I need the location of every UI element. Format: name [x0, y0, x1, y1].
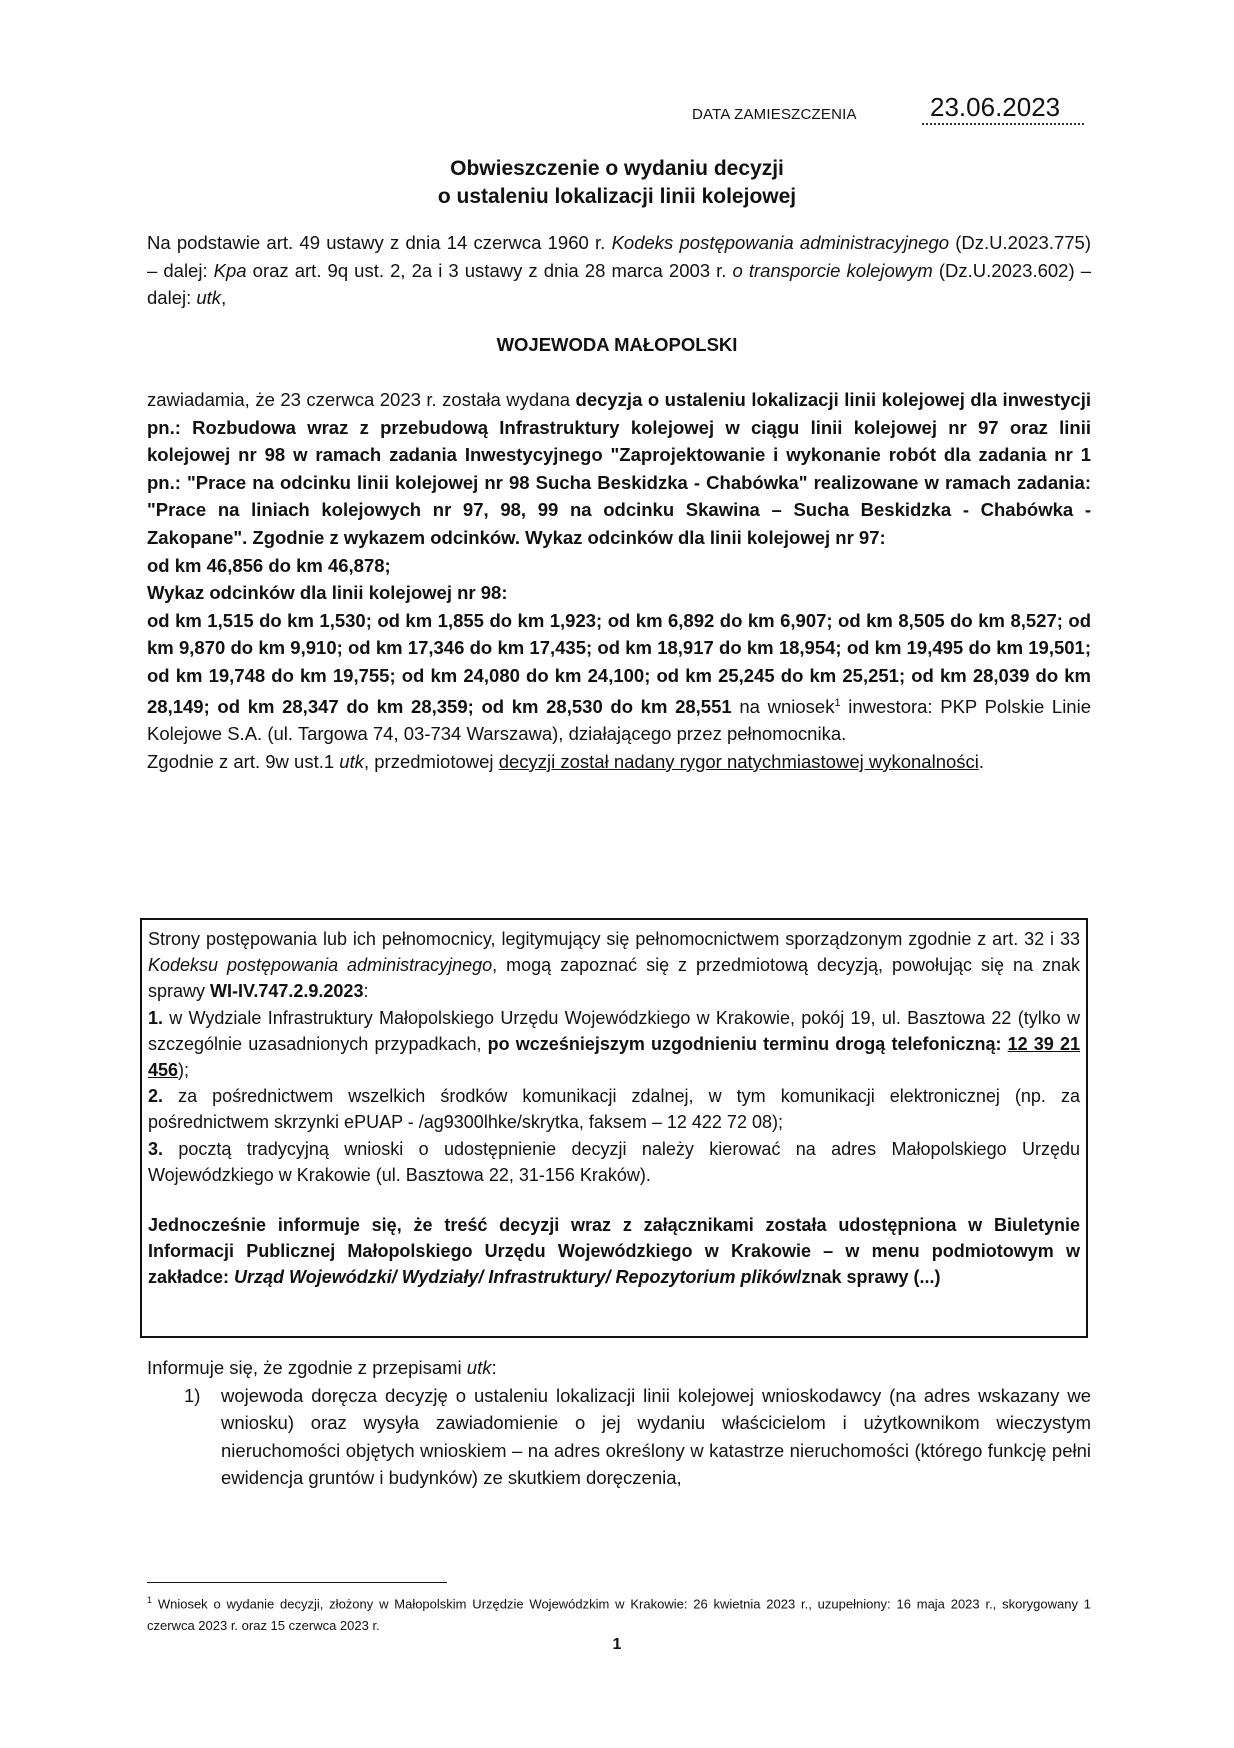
text-run: Zgodnie z art. 9w ust.1 [147, 750, 340, 772]
access-info-box [140, 918, 1088, 1338]
text-run: , przedmiotowej [363, 750, 499, 772]
text-run: Informuje się, że zgodnie z przepisami [147, 1357, 467, 1378]
dotted-fill-line [922, 123, 1084, 125]
text-run: , mogą zapoznać się z przedmiotową decyzją, powołując się na znak sprawy [148, 955, 1080, 1002]
text-run: : [491, 1357, 497, 1378]
list-item [184, 1382, 1091, 1492]
text-run-italic: utk [339, 750, 364, 772]
text-run-italic: Kpa [213, 259, 247, 281]
box-item-3 [148, 1136, 1080, 1188]
info-paragraph [147, 1354, 1091, 1382]
text-run-bold: Jednocześnie informuje się, że treść decyzji wraz z załącznikami została udostępniona w Biuletynie Informacji Publicznej Małopolskiego Urzędu Wojewódzkiego w Krakowie – w menu podmiotowym w zakładce: [148, 1215, 1080, 1288]
text-run: oraz art. 9q ust. 2, 2a i 3 ustawy z dnia 28 marca 2003 r. [246, 259, 733, 281]
text-run: pocztą tradycyjną wnioski o udostępnienie decyzji należy kierować na adres Małopolskiego Urzędu Wojewódzkiego w Krakowie (ul. Basztowa 22, 31-156 Kraków). [148, 1138, 1080, 1185]
text-run-underline: decyzji został nadany rygor natychmiastowej wykonalności [498, 750, 979, 772]
text-run-italic: Kodeksu postępowania administracyjnego [148, 955, 493, 976]
list-item-number: 1) [184, 1385, 201, 1406]
phone-number: 12 39 21 456 [148, 1033, 1080, 1081]
text-run-italic: utk [196, 287, 222, 309]
info-list [184, 1382, 1091, 1492]
text-run-bold: po wcześniejszym uzgodnieniu terminu drogą telefoniczną: [487, 1033, 1008, 1054]
text-run: , [221, 287, 227, 309]
box-item-1 [148, 1005, 1080, 1084]
text-run: . [978, 750, 985, 772]
posting-date-label: DATA ZAMIESZCZENIA [692, 106, 857, 123]
footnote-marker: 1 [147, 1595, 153, 1605]
text-run: na wniosek [731, 695, 835, 717]
legal-basis-paragraph [147, 229, 1091, 312]
text-run: (Dz.U.2023.602) – dalej: [147, 259, 1091, 309]
item-number: 3. [148, 1138, 164, 1159]
footnote [147, 1589, 1091, 1637]
text-run: za pośrednictwem wszelkich środków komunikacji zdalnej, w tym komunikacji elektronicznej (np. za pośrednictwem skrzynki ePUAP - /ag9300lhke/skrytka, faksem – 12 422 72 08); [148, 1086, 1080, 1133]
section-range-line-97: od km 46,856 do km 46,878; [147, 554, 391, 576]
posting-date [692, 92, 1090, 128]
page-number: 1 [612, 1636, 622, 1653]
text-run: (Dz.U.2023.775) – dalej: [147, 232, 1092, 281]
text-run: Strony postępowania lub ich pełnomocnicy, legitymujący się pełnomocnictwem sporządzonym zgodnie z art. 32 i 33 [148, 929, 1080, 949]
title-line-2: o ustaleniu lokalizacji linii kolejowej [437, 185, 797, 208]
text-run: inwestora: PKP Polskie Linie Kolejowe S.A. (ul. Targowa 74, 03-734 Warszawa), działającego przez pełnomocnika. [147, 695, 1091, 745]
footnote-reference: 1 [834, 696, 841, 709]
box-spacer [148, 1188, 1080, 1212]
title-line-1: Obwieszczenie o wydaniu decyzji [450, 157, 784, 180]
box-bip-paragraph [148, 1212, 1080, 1291]
text-run: Na podstawie art. 49 ustawy z dnia 14 czerwca 1960 r. [147, 232, 612, 253]
text-run: w Wydziale Infrastruktury Małopolskiego Urzędu Wojewódzkiego w Krakowie, pokój 19, ul. Basztowa 22 (tylko w szczególnie uzasadnionych przypadkach, [148, 1007, 1080, 1054]
footnote-separator [147, 1582, 447, 1583]
document-title [150, 155, 1084, 211]
text-run-italic: Kodeks postępowania administracyjnego [611, 232, 950, 253]
authority-heading: WOJEWODA MAŁOPOLSKI [496, 334, 738, 355]
section-ranges-98: od km 1,515 do km 1,530; od km 1,855 do km 1,923; od km 6,892 do km 6,907; od km 8,505 do km 8,527; od km 9,870 do km 9,910; od km 17,346 do km 17,435; od km 18,917 do km 18,954; od km 19,495 do km 19,501; od km 19,748 do km 19,755; od km 24,080 do km 24,100; od km 25,245 do km 25,251; od km 28,039 do km 28,149; od km 28,347 do km 28,359; od km 28,530 do km 28,551 [147, 609, 1091, 717]
footnote-text: Wniosek o wydanie decyzji, złożony w Małopolskim Urzędzie Wojewódzkim w Krakowie: 26 kwietnia 2023 r., uzupełniony: 16 maja 2023 r., skorygowany 1 czerwca 2023 r. oraz 15 czerwca 2023 r. [147, 1596, 1091, 1634]
box-item-2 [148, 1083, 1080, 1135]
posting-date-value: 23.06.2023 [930, 92, 1061, 122]
box-intro-paragraph [148, 926, 1080, 1005]
text-run-italic: o transporcie kolejowym [732, 259, 933, 281]
text-run-italic: utk [466, 1357, 492, 1378]
case-reference-number: WI-IV.747.2.9.2023 [210, 981, 364, 1002]
item-number: 1. [148, 1007, 164, 1028]
section-list-heading-98: Wykaz odcinków dla linii kolejowej nr 98: [147, 582, 508, 604]
text-run-bold: /znak sprawy (...) [796, 1267, 941, 1288]
text-run: zawiadamia, że 23 czerwca 2023 r. została wydana [147, 389, 576, 410]
list-item-text: wojewoda doręcza decyzję o ustaleniu lokalizacji linii kolejowej wnioskodawcy (na adres wskazany we wniosku) oraz wysyła zawiadomienie o jej wydaniu właścicielom i użytkownikom wieczystym nieruchomości objętych wnioskiem – na adres określony w katastrze nieruchomości (którego funkcję pełni ewidencja gruntów i budynków) ze skutkiem doręczenia, [221, 1385, 1091, 1489]
text-run-bold-italic: Urząd Wojewódzki/ Wydziały/ Infrastruktury/ Repozytorium plików [234, 1267, 797, 1288]
announcement-paragraph [147, 386, 1091, 775]
text-run: : [363, 981, 369, 1002]
text-run-bold: decyzja o ustaleniu lokalizacji linii kolejowej dla inwestycji pn.: Rozbudowa wraz z przebudową Infrastruktury kolejowej w ciągu linii kolejowej nr 97 oraz linii kolejowej nr 98 w ramach zadania Inwestycyjnego "Zaprojektowanie i wykonanie robót dla zadania nr 1 pn.: "Prace na odcinku linii kolejowej nr 98 Sucha Beskidzka - Chabówka" realizowane w ramach zadania: "Prace na liniach kolejowych nr 97, 98, 99 na odcinku Skawina – Sucha Beskidzka - Chabówka - Zakopane". Zgodnie z wykazem odcinków. Wykaz odcinków dla linii kolejowej nr 97: [147, 389, 1091, 548]
item-number: 2. [148, 1086, 164, 1107]
text-run: ); [178, 1060, 190, 1081]
